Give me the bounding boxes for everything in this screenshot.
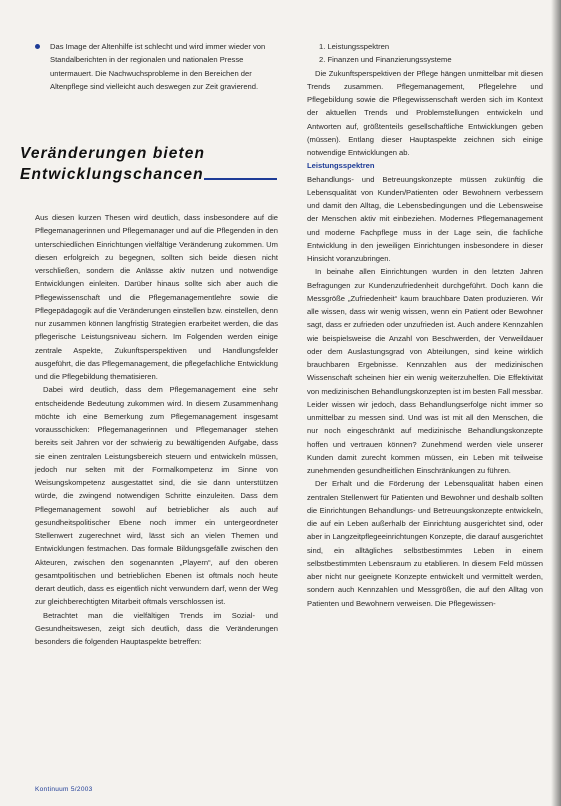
page-footer: Kontinuum 5/2003 xyxy=(35,786,93,793)
right-paragraph-2: Behandlungs- und Betreuungskonzepte müssen zukünftig die Lebensqualität von Kunden/Patienten oder Bewohnern verbessern und damit den Alltag, die Lebensbedingungen und die Lebensweise der Menschen aktiv mit einbeziehen. Modernes Pflegemanagement und moderne Fachpflege muss in der Lage sein, die fachliche Entwicklung in den jeweiligen Einrichtungen insbesondere in dieser Hinsicht voranzubringen. xyxy=(307,174,543,263)
list-item-1: 1. Leistungsspektren xyxy=(319,42,390,51)
right-paragraph-3: In beinahe allen Einrichtungen wurden in den letzten Jahren Befragungen zur Kundenzufriedenheit durchgeführt. Doch kann die Messgröße „Zufriedenheit“ kaum brauchbare Daten produzieren. Wir alle wissen, dass wir wenig wissen, wenn ein Patient oder Bewohner sagt, dass er zufrieden oder unzufrieden ist. Auch andere Kennzahlen wie beispielsweise die Anzahl von Beschwerden, der Verweildauer oder dem Auslastungsgrad von Abteilungen, sind keine wirklich brauchbaren Ergebnisse. Kennzahlen aus der medizinischen Wissenschaft scheinen hier ein wenig weiterzuhelfen. Die Effektivität von medizinischen Behandlungskonzepten ist im besten Fall messbar. Leider wissen wir jedoch, dass Behandlungserfolge nicht immer so unmittelbar zu messen sind. Und was ist mit all den Menschen, die nur noch eingeschränkt auf medizinische Behandlungskonzepte hoffen und vertrauen können? Zunehmend werden viele unserer Kunden damit zurecht kommen müssen, ein Leben mit teilweise zunehmenden gesundheitlichen Einschränkungen zu führen. xyxy=(307,267,543,475)
right-column xyxy=(307,40,543,610)
heading-underline xyxy=(204,178,277,180)
right-paragraph-4: Der Erhalt und die Förderung der Lebensqualität haben einen zentralen Stellenwert für Patienten und Bewohner und deshalb sollten die Einrichtungen Behandlungs- und Betreuungskonzepte entwickeln, die auf ein Leben außerhalb der Einrichtung ausgerichtet sind, oder aber in Langzeitpflegeeinrichtungen Konzepte, die darauf ausgerichtet sind, ein alltägliches selbstbestimmtes Leben in einem selbstbestimmten Lebensraum zu etablieren. In diesem Feld müssen aber nicht nur geeignete Konzepte entwickelt und vermittelt werden, sondern auch Kennzahlen und Messgrößen, die auf den Alltag von Patienten und Bewohnern verweisen. Die Pflegewissen- xyxy=(307,479,543,608)
subheading-leistungsspektren: Leistungsspektren xyxy=(307,161,375,171)
page-edge-shadow xyxy=(551,0,561,806)
numbered-list xyxy=(307,40,543,67)
left-column xyxy=(35,211,278,648)
bullet-text: Das Image der Altenhilfe ist schlecht und wird immer wieder von Standalberichten in der regionalen und nationalen Presse untermauert. Die Nachwuchsprobleme in den Bereichen der Altenpflege sind vielleicht auch deswegen zur Zeit gravierend. xyxy=(50,42,266,91)
left-paragraph-1: Aus diesen kurzen Thesen wird deutlich, dass insbesondere auf die Pflegemanagerinnen und Pflegemanager und auf die Pflegenden in den unterschiedlichen Einrichtungen vielfältige Veränderung zukommen. Um diesen erfolgreich zu begegnen, sollten sich beide diesen nicht verschließen, sondern die Anlässe aktiv nutzen und notwendige Entwicklungen einleiten. Darüber hinaus sollte sich aber auch die Pflegewissenschaft und die Pflegemanagementlehre sowie die Pflegepädagogik auf die Veränderungen einstellen bzw. einstellen, denn nur zusammen können langfristig Strategien erarbeitet werden, die das pflegerische Leistungsniveau sichern. Im Folgenden werden einige zentrale Aspekte, Zukunftsperspektiven und Handlungsfelder ausgeführt, die das Pflegemanagement, die pflegefachliche Entwicklung und die Pflegebildung thematisieren. xyxy=(35,213,278,381)
right-paragraph-1: Die Zukunftsperspektiven der Pflege hängen unmittelbar mit diesen Trends zusammen. Pflegemanagement, Pflegelehre und Pflegebildung sowie die Pflegewissenschaft werden sich im Kontext der aktuellen Trends und Problemstellungen entwickeln und Antworten auf, größtenteils gesellschaftliche Entwicklungen geben (müssen). Entlang dieser Hauptaspekte zeichnen sich einige notwendige Entwicklungen ab. xyxy=(307,68,543,157)
heading-line-1: Veränderungen bieten xyxy=(20,145,206,162)
heading-line-2: Entwicklungschancen xyxy=(20,166,204,183)
left-paragraph-3: Betrachtet man die vielfältigen Trends im Sozial- und Gesundheitswesen, zeigt sich deutlich, dass die Veränderungen besonders die folgenden Hauptaspekte betreffen: xyxy=(35,610,278,646)
list-item-2: 2. Finanzen und Finanzierungssysteme xyxy=(319,55,452,65)
bullet-icon xyxy=(35,44,40,49)
intro-bullet-item xyxy=(35,40,278,93)
left-paragraph-2: Dabei wird deutlich, dass dem Pflegemanagement eine sehr entscheidende Bedeutung zukommen wird. In diesem Zusammenhang möchte ich eine Bemerkung zum Pflegemanagement insgesamt vorausschicken: Pflegemanagerinnen und Pflegemanager stehen bereits seit Jahren vor der schwierig zu bewältigenden Aufgabe, dass sie einen zentralen Leistungsbereich steuern und entwickeln müssen, jedoch nur selten mit der Formalkompetenz im Sinne von Weisungskompetenz ausgestattet sind, die sie dann unterstützen würde, die zwingend notwendigen Schritte einzuleiten. Dass dem Pflegemanagement sowohl auf betrieblicher als auch auf gesundheitspolitischer Ebene noch immer ein untergeordneter Stellenwert zugerechnet wird, lässt sich an vielen Themen und Entwicklungen festmachen. Das formale Bildungsgefälle zwischen den Akteuren, zwischen den sogenannten „Playern“, auf den oberen gesamtpolitischen und betrieblichen Ebenen ist oftmals noch heute derart deutlich, dass es eigentlich nicht verwundern darf, wenn der Weg zur gleichberechtigten Mitarbeit oftmals verschlossen ist. xyxy=(35,385,278,607)
